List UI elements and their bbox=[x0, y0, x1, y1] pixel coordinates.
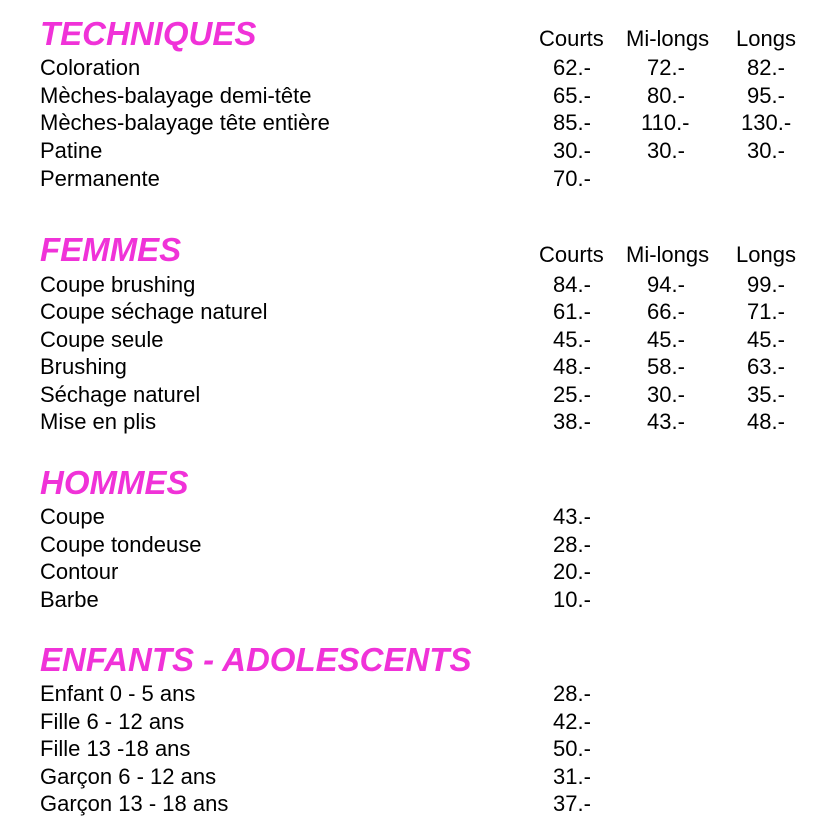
price-mi-longs: 80.- bbox=[647, 83, 685, 108]
price: 37.- bbox=[553, 791, 591, 816]
price: 42.- bbox=[553, 709, 591, 734]
price-mi-longs: 58.- bbox=[647, 354, 685, 379]
list-item-label: Fille 6 - 12 ans bbox=[40, 709, 185, 734]
price-courts: 30.- bbox=[553, 138, 591, 163]
list-item-label: Patine bbox=[40, 138, 103, 163]
price-longs: 45.- bbox=[747, 327, 785, 352]
price-courts: 84.- bbox=[553, 272, 591, 297]
price-mi-longs: 94.- bbox=[647, 272, 685, 297]
section-title-hommes: HOMMES bbox=[40, 464, 189, 501]
list-item-label: Coupe séchage naturel bbox=[40, 299, 268, 324]
price-courts: 45.- bbox=[553, 327, 591, 352]
price: 43.- bbox=[553, 504, 591, 529]
list-item-label: Contour bbox=[40, 559, 119, 584]
list-item-label: Garçon 6 - 12 ans bbox=[40, 764, 217, 789]
price-courts: 62.- bbox=[553, 55, 591, 80]
section-title-techniques: TECHNIQUES bbox=[40, 15, 257, 52]
price-longs: 71.- bbox=[747, 299, 785, 324]
price-courts: 61.- bbox=[553, 299, 591, 324]
column-header-longs: Longs bbox=[736, 242, 796, 267]
list-item-label: Mèches-balayage demi-tête bbox=[40, 83, 312, 108]
list-item-label: Coloration bbox=[40, 55, 141, 80]
price-longs: 35.- bbox=[747, 382, 785, 407]
price-longs: 48.- bbox=[747, 409, 785, 434]
price-longs: 130.- bbox=[741, 110, 792, 135]
price-longs: 30.- bbox=[747, 138, 785, 163]
price: 28.- bbox=[553, 681, 591, 706]
price: 28.- bbox=[553, 532, 591, 557]
column-header-courts: Courts bbox=[539, 26, 604, 51]
price-courts: 65.- bbox=[553, 83, 591, 108]
price-longs: 82.- bbox=[747, 55, 785, 80]
list-item-label: Garçon 13 - 18 ans bbox=[40, 791, 229, 816]
price-longs: 99.- bbox=[747, 272, 785, 297]
price: 50.- bbox=[553, 736, 591, 761]
list-item-label: Coupe brushing bbox=[40, 272, 196, 297]
list-item-label: Séchage naturel bbox=[40, 382, 201, 407]
price-courts: 85.- bbox=[553, 110, 591, 135]
column-header-mi-longs: Mi-longs bbox=[626, 242, 710, 267]
price-courts: 25.- bbox=[553, 382, 591, 407]
column-header-longs: Longs bbox=[736, 26, 796, 51]
price-mi-longs: 45.- bbox=[647, 327, 685, 352]
list-item-label: Coupe tondeuse bbox=[40, 532, 202, 557]
price-courts: 70.- bbox=[553, 166, 591, 191]
price-mi-longs: 43.- bbox=[647, 409, 685, 434]
price: 10.- bbox=[553, 587, 591, 612]
price-mi-longs: 30.- bbox=[647, 138, 685, 163]
price-mi-longs: 30.- bbox=[647, 382, 685, 407]
price-mi-longs: 72.- bbox=[647, 55, 685, 80]
price-longs: 95.- bbox=[747, 83, 785, 108]
price: 31.- bbox=[553, 764, 591, 789]
price-courts: 48.- bbox=[553, 354, 591, 379]
price-mi-longs: 66.- bbox=[647, 299, 685, 324]
price-courts: 38.- bbox=[553, 409, 591, 434]
list-item-label: Permanente bbox=[40, 166, 160, 191]
list-item-label: Enfant 0 - 5 ans bbox=[40, 681, 196, 706]
list-item-label: Coupe bbox=[40, 504, 105, 529]
section-title-enfants: ENFANTS - ADOLESCENTS bbox=[40, 641, 472, 678]
list-item-label: Brushing bbox=[40, 354, 127, 379]
list-item-label: Mèches-balayage tête entière bbox=[40, 110, 330, 135]
price-mi-longs: 110.- bbox=[641, 110, 690, 135]
price-longs: 63.- bbox=[747, 354, 785, 379]
list-item-label: Fille 13 -18 ans bbox=[40, 736, 191, 761]
list-item-label: Coupe seule bbox=[40, 327, 164, 352]
price: 20.- bbox=[553, 559, 591, 584]
column-header-courts: Courts bbox=[539, 242, 604, 267]
column-header-mi-longs: Mi-longs bbox=[626, 26, 710, 51]
list-item-label: Barbe bbox=[40, 587, 99, 612]
list-item-label: Mise en plis bbox=[40, 409, 157, 434]
section-title-femmes: FEMMES bbox=[40, 231, 182, 268]
